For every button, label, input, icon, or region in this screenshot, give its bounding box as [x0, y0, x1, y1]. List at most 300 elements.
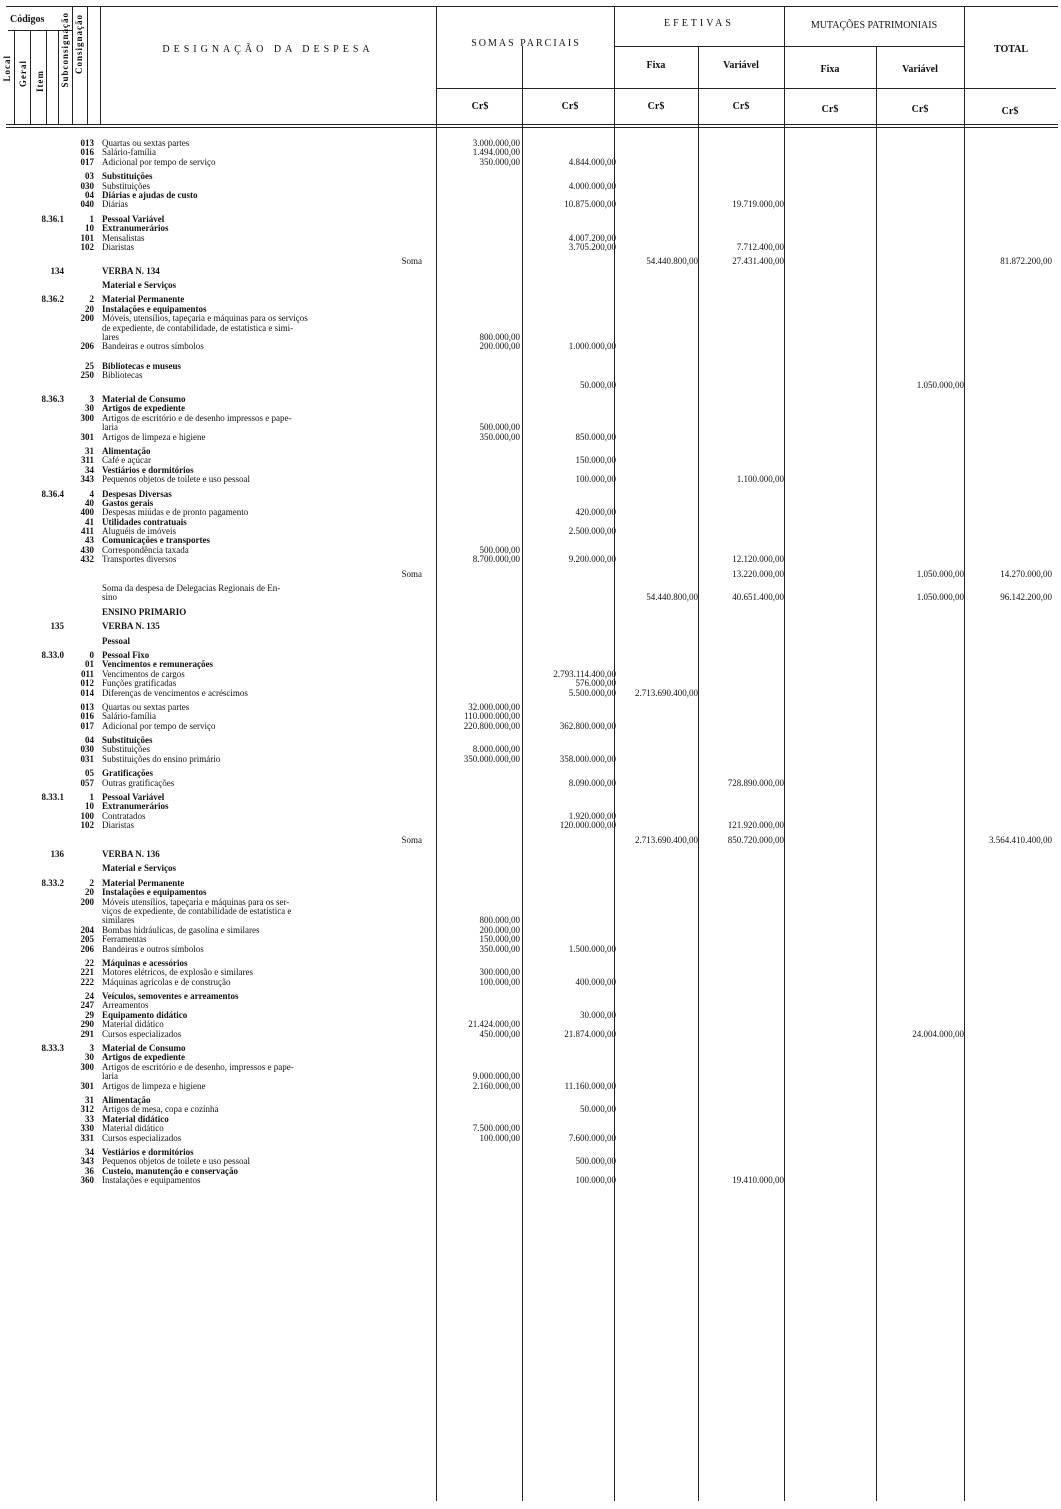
table-row	[0, 1030, 1061, 1039]
row-value-col-2: 100.000,00	[575, 1175, 616, 1186]
row-value-col-2: 9.200.000,00	[568, 554, 616, 565]
row-description: Utilidades contratuais	[102, 517, 187, 527]
row-value-col-1: 7.500.000,00	[472, 1123, 520, 1134]
row-description: viços de expediente, de contabilidade de estatística e	[102, 906, 292, 916]
row-description: Bandeiras e outros símbolos	[102, 342, 204, 352]
row-value-col-6: 1.050.000,00	[916, 379, 964, 390]
row-code: 41	[85, 516, 94, 527]
row-code: 030	[80, 744, 94, 755]
row-value-col-2: 120.000.000,00	[559, 820, 616, 831]
table-row	[0, 1053, 1061, 1062]
row-description: Artigos de mesa, copa e cozinha	[102, 1105, 219, 1115]
row-description: Motores elétricos, de explosão e similares	[102, 968, 253, 978]
table-row	[0, 978, 1061, 987]
row-description: Artigos de escritório e de desenho impressos e pape-	[102, 413, 292, 423]
table-row	[0, 546, 1061, 555]
table-row	[0, 475, 1061, 484]
row-description: Equipamento didático	[102, 1010, 188, 1020]
row-value-col-1: 100.000,00	[479, 976, 520, 987]
table-row	[0, 689, 1061, 698]
row-description: VERBA N. 134	[102, 266, 160, 276]
row-description: Outras gratificações	[102, 778, 175, 788]
currency-mutacoes-fixa: Cr$	[821, 104, 839, 115]
row-description: Diaristas	[102, 821, 134, 831]
row-code: 205	[80, 934, 94, 945]
table-row	[0, 992, 1061, 1001]
row-code: 30	[85, 403, 94, 414]
row-code: 250	[80, 370, 94, 381]
row-description: Material Permanente	[102, 878, 185, 888]
table-row	[0, 959, 1061, 968]
row-description: Bandeiras e outros símbolos	[102, 944, 204, 954]
row-value-col-1: 500.000,00	[479, 422, 520, 433]
row-code: 031	[80, 753, 94, 764]
row-description: Aluguéis de imóveis	[102, 527, 176, 537]
table-row	[0, 395, 1061, 404]
row-description: Extranumerários	[102, 224, 169, 234]
row-code: 31	[85, 1094, 94, 1105]
row-description: Vestiários e dormitórios	[102, 465, 194, 475]
table-row	[0, 703, 1061, 712]
table-row	[0, 305, 1061, 314]
row-value-col-1: 1.494.000,00	[472, 147, 520, 158]
row-value-col-2: 1.000.000,00	[568, 341, 616, 352]
row-value-col-4: 121.920.000,00	[727, 820, 784, 831]
row-description: similares	[102, 916, 135, 926]
row-value-col-2: 850.000,00	[575, 431, 616, 442]
row-description: Contratados	[102, 811, 146, 821]
row-description: Salário-família	[102, 148, 156, 158]
row-code: 430	[80, 544, 94, 555]
header-currency-rule	[436, 88, 1056, 89]
row-code: 013	[80, 701, 94, 712]
row-description: Artigos de expediente	[102, 404, 185, 414]
row-code: 016	[80, 147, 94, 158]
row-description: VERBA N. 136	[102, 850, 160, 859]
header-code-local: Local	[2, 55, 12, 82]
table-row	[0, 584, 1061, 593]
row-code: 014	[80, 687, 94, 698]
table-row	[0, 850, 1061, 859]
table-row	[0, 466, 1061, 475]
row-description: laria	[102, 1072, 118, 1082]
table-row	[0, 1011, 1061, 1020]
table-row	[0, 935, 1061, 944]
table-row	[0, 148, 1061, 157]
table-row	[0, 333, 1061, 342]
row-value-col-1: 3.000.000,00	[472, 138, 520, 148]
row-description: Cursos especializados	[102, 1133, 182, 1143]
row-code: 432	[80, 554, 94, 565]
table-row	[0, 722, 1061, 731]
table-row	[0, 651, 1061, 660]
row-code: 017	[80, 720, 94, 731]
table-row	[0, 769, 1061, 778]
table-row	[0, 1157, 1061, 1166]
table-row	[0, 1020, 1061, 1029]
row-description: Quartas ou sextas partes	[102, 702, 190, 712]
col-rule-4	[58, 30, 59, 124]
row-code: 030	[80, 180, 94, 191]
row-description: Despesas miúdas e de pronto pagamento	[102, 508, 249, 518]
table-row	[0, 1105, 1061, 1114]
row-description: Móveis, utensílios, tapeçaria e máquinas para os serviços	[102, 314, 308, 324]
row-value-col-3: 54.440.800,00	[646, 592, 698, 603]
row-description: Material e Serviços	[102, 864, 176, 874]
row-local-code: 8.33.3	[41, 1043, 64, 1054]
table-row	[0, 490, 1061, 499]
row-value-col-2: 30.000,00	[580, 1009, 616, 1020]
table-row	[0, 945, 1061, 954]
row-code: 33	[85, 1113, 94, 1124]
row-soma-label: Soma	[401, 835, 422, 845]
row-description: Material de Consumo	[102, 394, 186, 404]
row-value-col-1: 800.000,00	[479, 915, 520, 926]
row-value-col-6: 24.004.000,00	[912, 1028, 964, 1039]
row-soma-label: Soma	[401, 569, 422, 579]
row-value-col-2: 10.875.000,00	[564, 199, 616, 210]
header-designacao: DESIGNAÇÃO DA DESPESA	[162, 44, 374, 55]
row-value-col-1: 100.000,00	[479, 1132, 520, 1143]
row-value-col-2: 1.920.000,00	[568, 810, 616, 821]
soma-row	[0, 570, 1061, 579]
row-code: 312	[80, 1104, 94, 1115]
row-value-col-2: 150.000,00	[575, 455, 616, 466]
table-row	[0, 1124, 1061, 1133]
table-row	[0, 172, 1061, 181]
soma-row	[0, 836, 1061, 845]
row-description: Diferenças de vencimentos e acréscimos	[102, 688, 248, 698]
row-description: Funções gratificadas	[102, 679, 177, 689]
row-code: 20	[85, 303, 94, 314]
row-code: 330	[80, 1123, 94, 1134]
row-code: 0	[89, 649, 94, 660]
row-description: Material e Serviços	[102, 281, 176, 291]
row-code: 200	[80, 313, 94, 324]
row-description: sino	[102, 593, 118, 603]
table-row	[0, 679, 1061, 688]
row-code: 400	[80, 507, 94, 518]
row-description: Pequenos objetos de toilete e uso pessoal	[102, 475, 250, 485]
row-description: Arreamentos	[102, 1001, 149, 1011]
table-row	[0, 1167, 1061, 1176]
row-description: Substituições	[102, 181, 151, 191]
table-row	[0, 456, 1061, 465]
row-local-code: 8.36.4	[41, 488, 64, 499]
row-description: Correspondência taxada	[102, 545, 189, 555]
row-code: 300	[80, 1061, 94, 1072]
header-bottom-rule	[6, 124, 1058, 125]
table-row	[0, 712, 1061, 721]
currency-mutacoes-variavel: Cr$	[911, 104, 929, 115]
table-row	[0, 736, 1061, 745]
row-code: 221	[80, 967, 94, 978]
row-code: 057	[80, 777, 94, 788]
row-description: Diárias	[102, 200, 128, 210]
header-bottom-rule-2	[6, 127, 1058, 128]
row-code: 10	[85, 801, 94, 812]
table-row	[0, 745, 1061, 754]
table-row	[0, 968, 1061, 977]
row-value-col-2: 4.844.000,00	[568, 156, 616, 167]
row-value-col-3: 2.713.690.400,00	[635, 834, 698, 845]
table-row	[0, 555, 1061, 564]
header-efetivas: EFETIVAS	[664, 18, 734, 29]
row-value-col-1: 200.000,00	[479, 924, 520, 935]
table-row	[0, 267, 1061, 276]
table-row	[0, 381, 1061, 390]
row-value-col-2: 11.160.000,00	[564, 1080, 616, 1091]
header-sub-rule	[614, 46, 964, 47]
row-code: 301	[80, 431, 94, 442]
header-total: TOTAL	[993, 44, 1029, 55]
row-code: 012	[80, 678, 94, 689]
table-row	[0, 158, 1061, 167]
row-value-col-3: 54.440.800,00	[646, 256, 698, 267]
table-row	[0, 802, 1061, 811]
row-value-col-2: 576.000,00	[575, 678, 616, 689]
row-value-col-4: 12.120.000,00	[732, 554, 784, 565]
row-code: 200	[80, 896, 94, 907]
row-value-col-1: 200.000,00	[479, 341, 520, 352]
row-code: 20	[85, 887, 94, 898]
row-value-col-1: 350.000,00	[479, 431, 520, 442]
table-row	[0, 324, 1061, 333]
header-code-subconsignacao: Subconsignação	[60, 12, 70, 88]
row-value-col-2: 2.500.000,00	[568, 526, 616, 537]
row-code: 411	[80, 526, 94, 537]
row-value-col-2: 2.793.114.400,00	[553, 668, 616, 679]
table-row	[0, 423, 1061, 432]
row-description: Máquinas e acessórios	[102, 958, 188, 968]
row-local-code: 8.36.2	[41, 294, 64, 305]
row-description: Gastos gerais	[102, 498, 154, 508]
currency-efetivas-variavel: Cr$	[732, 101, 750, 112]
row-description: Alimentação	[102, 1095, 151, 1105]
row-value-col-2: 8.090.000,00	[568, 777, 616, 788]
header-efetivas-variavel: Variável	[723, 60, 759, 71]
row-value-col-1: 110.000.000,00	[464, 711, 520, 722]
table-row	[0, 670, 1061, 679]
row-description: Máquinas agrícolas e de construção	[102, 977, 231, 987]
row-value-col-1: 350.000,00	[479, 943, 520, 954]
row-description: Substituições do ensino primário	[102, 754, 221, 764]
table-row	[0, 243, 1061, 252]
currency-somas-1: Cr$	[471, 101, 489, 112]
table-row	[0, 371, 1061, 380]
row-description: Despesas Diversas	[102, 489, 172, 499]
row-code: 204	[80, 924, 94, 935]
row-local-code: 134	[50, 265, 64, 276]
row-code: 100	[80, 810, 94, 821]
header-mutacoes-variavel: Variável	[902, 64, 938, 75]
row-value-col-2: 420.000,00	[575, 507, 616, 518]
row-description: Material de Consumo	[102, 1044, 186, 1054]
col-rule-5	[72, 6, 73, 124]
row-value-col-2: 362.800.000,00	[559, 720, 616, 731]
table-row	[0, 314, 1061, 323]
table-row	[0, 637, 1061, 646]
row-local-code: 8.36.3	[41, 393, 64, 404]
row-description: Artigos de expediente	[102, 1053, 185, 1063]
row-value-col-4: 7.712.400,00	[736, 241, 784, 252]
row-value-col-4: 850.720.000,00	[727, 834, 784, 845]
table-row	[0, 182, 1061, 191]
row-code: 03	[85, 171, 94, 182]
table-row	[0, 518, 1061, 527]
row-code: 34	[85, 464, 94, 475]
table-row	[0, 433, 1061, 442]
row-value-col-3: 2.713.690.400,00	[635, 687, 698, 698]
row-description: laria	[102, 423, 118, 433]
row-value-col-4: 40.651.400,00	[732, 592, 784, 603]
row-description: Móveis utensílios, tapeçaria e máquinas para os ser-	[102, 897, 290, 907]
row-code: 10	[85, 223, 94, 234]
table-row	[0, 660, 1061, 669]
row-code: 290	[80, 1019, 94, 1030]
row-code: 36	[85, 1165, 94, 1176]
col-rule-7	[100, 6, 101, 124]
row-description: Artigos de escritório e de desenho, impressos e pape-	[102, 1062, 294, 1072]
row-local-code: 135	[50, 621, 64, 632]
row-local-code: 8.33.0	[41, 649, 64, 660]
table-row	[0, 755, 1061, 764]
row-code: 1	[89, 792, 94, 803]
row-code: 102	[80, 241, 94, 252]
row-value-col-1: 500.000,00	[479, 544, 520, 555]
row-value-col-1: 350.000.000,00	[463, 753, 520, 764]
table-row	[0, 527, 1061, 536]
row-code: 34	[85, 1146, 94, 1157]
table-row	[0, 926, 1061, 935]
row-value-col-1: 300.000,00	[479, 967, 520, 978]
row-description: Instalações e equipamentos	[102, 888, 207, 898]
row-description: Bombas hidráulicas, de gasolina e similares	[102, 925, 260, 935]
row-code: 04	[85, 735, 94, 746]
row-value-col-1: 32.000.000,00	[468, 701, 520, 712]
row-description: Pessoal	[102, 636, 130, 646]
table-row	[0, 508, 1061, 517]
table-row	[0, 812, 1061, 821]
header-top-rule	[6, 6, 1058, 7]
table-row	[0, 295, 1061, 304]
row-value-col-1: 8.700.000,00	[472, 554, 520, 565]
table-row	[0, 821, 1061, 830]
table-row	[0, 447, 1061, 456]
row-code: 016	[80, 711, 94, 722]
currency-efetivas-fixa: Cr$	[647, 101, 665, 112]
row-code: 30	[85, 1052, 94, 1063]
row-code: 343	[80, 1156, 94, 1167]
table-row	[0, 139, 1061, 148]
row-code: 3	[89, 393, 94, 404]
table-row	[0, 224, 1061, 233]
row-code: 29	[85, 1009, 94, 1020]
row-description: Adicional por tempo de serviço	[102, 157, 216, 167]
row-description: Material Permanente	[102, 295, 185, 305]
row-description: Artigos de limpeza e higiene	[102, 432, 206, 442]
row-value-col-2: 4.007.200,00	[568, 232, 616, 243]
row-description: Cursos especializados	[102, 1029, 182, 1039]
row-value-col-6: 1.050.000,00	[916, 592, 964, 603]
row-code: 25	[85, 360, 94, 371]
row-description: lares	[102, 333, 119, 343]
row-value-col-2: 400.000,00	[575, 976, 616, 987]
row-code: 206	[80, 943, 94, 954]
soma-row	[0, 257, 1061, 266]
row-code: 206	[80, 341, 94, 352]
row-description: Custeio, manutenção e conservação	[102, 1166, 238, 1176]
row-code: 247	[80, 1000, 94, 1011]
row-soma-label: Soma	[401, 257, 422, 267]
row-value-col-4: 1.100.000,00	[736, 474, 784, 485]
row-code: 017	[80, 156, 94, 167]
row-code: 24	[85, 991, 94, 1002]
table-row	[0, 1082, 1061, 1091]
table-row	[0, 404, 1061, 413]
row-value-col-1: 2.160.000,00	[472, 1080, 520, 1091]
row-code: 4	[89, 488, 94, 499]
row-description: Material didático	[102, 1114, 169, 1124]
row-value-col-2: 7.600.000,00	[568, 1132, 616, 1143]
row-value-col-2: 4.000.000,00	[568, 180, 616, 191]
row-code: 01	[85, 659, 94, 670]
row-code: 43	[85, 535, 94, 546]
table-row	[0, 593, 1061, 602]
row-code: 2	[89, 294, 94, 305]
row-description: Comunicações e transportes	[102, 536, 210, 546]
row-value-col-1: 21.424.000,00	[468, 1019, 520, 1030]
row-code: 331	[80, 1132, 94, 1143]
row-code: 222	[80, 976, 94, 987]
table-row	[0, 1115, 1061, 1124]
row-code: 300	[80, 412, 94, 423]
table-row	[0, 608, 1061, 617]
table-row	[0, 1176, 1061, 1185]
row-description: Transportes diversos	[102, 555, 177, 565]
col-rule-2	[30, 30, 31, 124]
header-codigos: Códigos	[10, 14, 45, 25]
row-value-col-1: 800.000,00	[479, 332, 520, 343]
row-value-col-2: 100.000,00	[575, 474, 616, 485]
col-rule-3	[46, 30, 47, 124]
table-row	[0, 888, 1061, 897]
row-description: Artigos de limpeza e higiene	[102, 1081, 206, 1091]
row-value-col-1: 8.000.000,00	[472, 744, 520, 755]
row-description: Ferramentas	[102, 935, 147, 945]
row-value-col-4: 27.431.400,00	[732, 256, 784, 267]
table-row	[0, 234, 1061, 243]
row-description: Soma da despesa de Delegacias Regionais de En-	[102, 584, 281, 594]
row-value-col-7: 96.142.200,00	[1000, 592, 1052, 603]
table-row	[0, 362, 1061, 371]
table-row	[0, 907, 1061, 916]
row-value-col-1: 9.000.000,00	[472, 1071, 520, 1082]
header-efetivas-fixa: Fixa	[646, 60, 666, 71]
table-row	[0, 898, 1061, 907]
row-code: 301	[80, 1080, 94, 1091]
row-local-code: 136	[50, 849, 64, 859]
row-value-col-1: 450.000,00	[479, 1028, 520, 1039]
row-value-col-6: 1.050.000,00	[916, 568, 964, 579]
table-row	[0, 879, 1061, 888]
table-row	[0, 1044, 1061, 1053]
row-value-col-2: 21.874.000,00	[564, 1028, 616, 1039]
row-code: 2	[89, 877, 94, 888]
table-row	[0, 536, 1061, 545]
table-row	[0, 1148, 1061, 1157]
table-row	[0, 622, 1061, 631]
